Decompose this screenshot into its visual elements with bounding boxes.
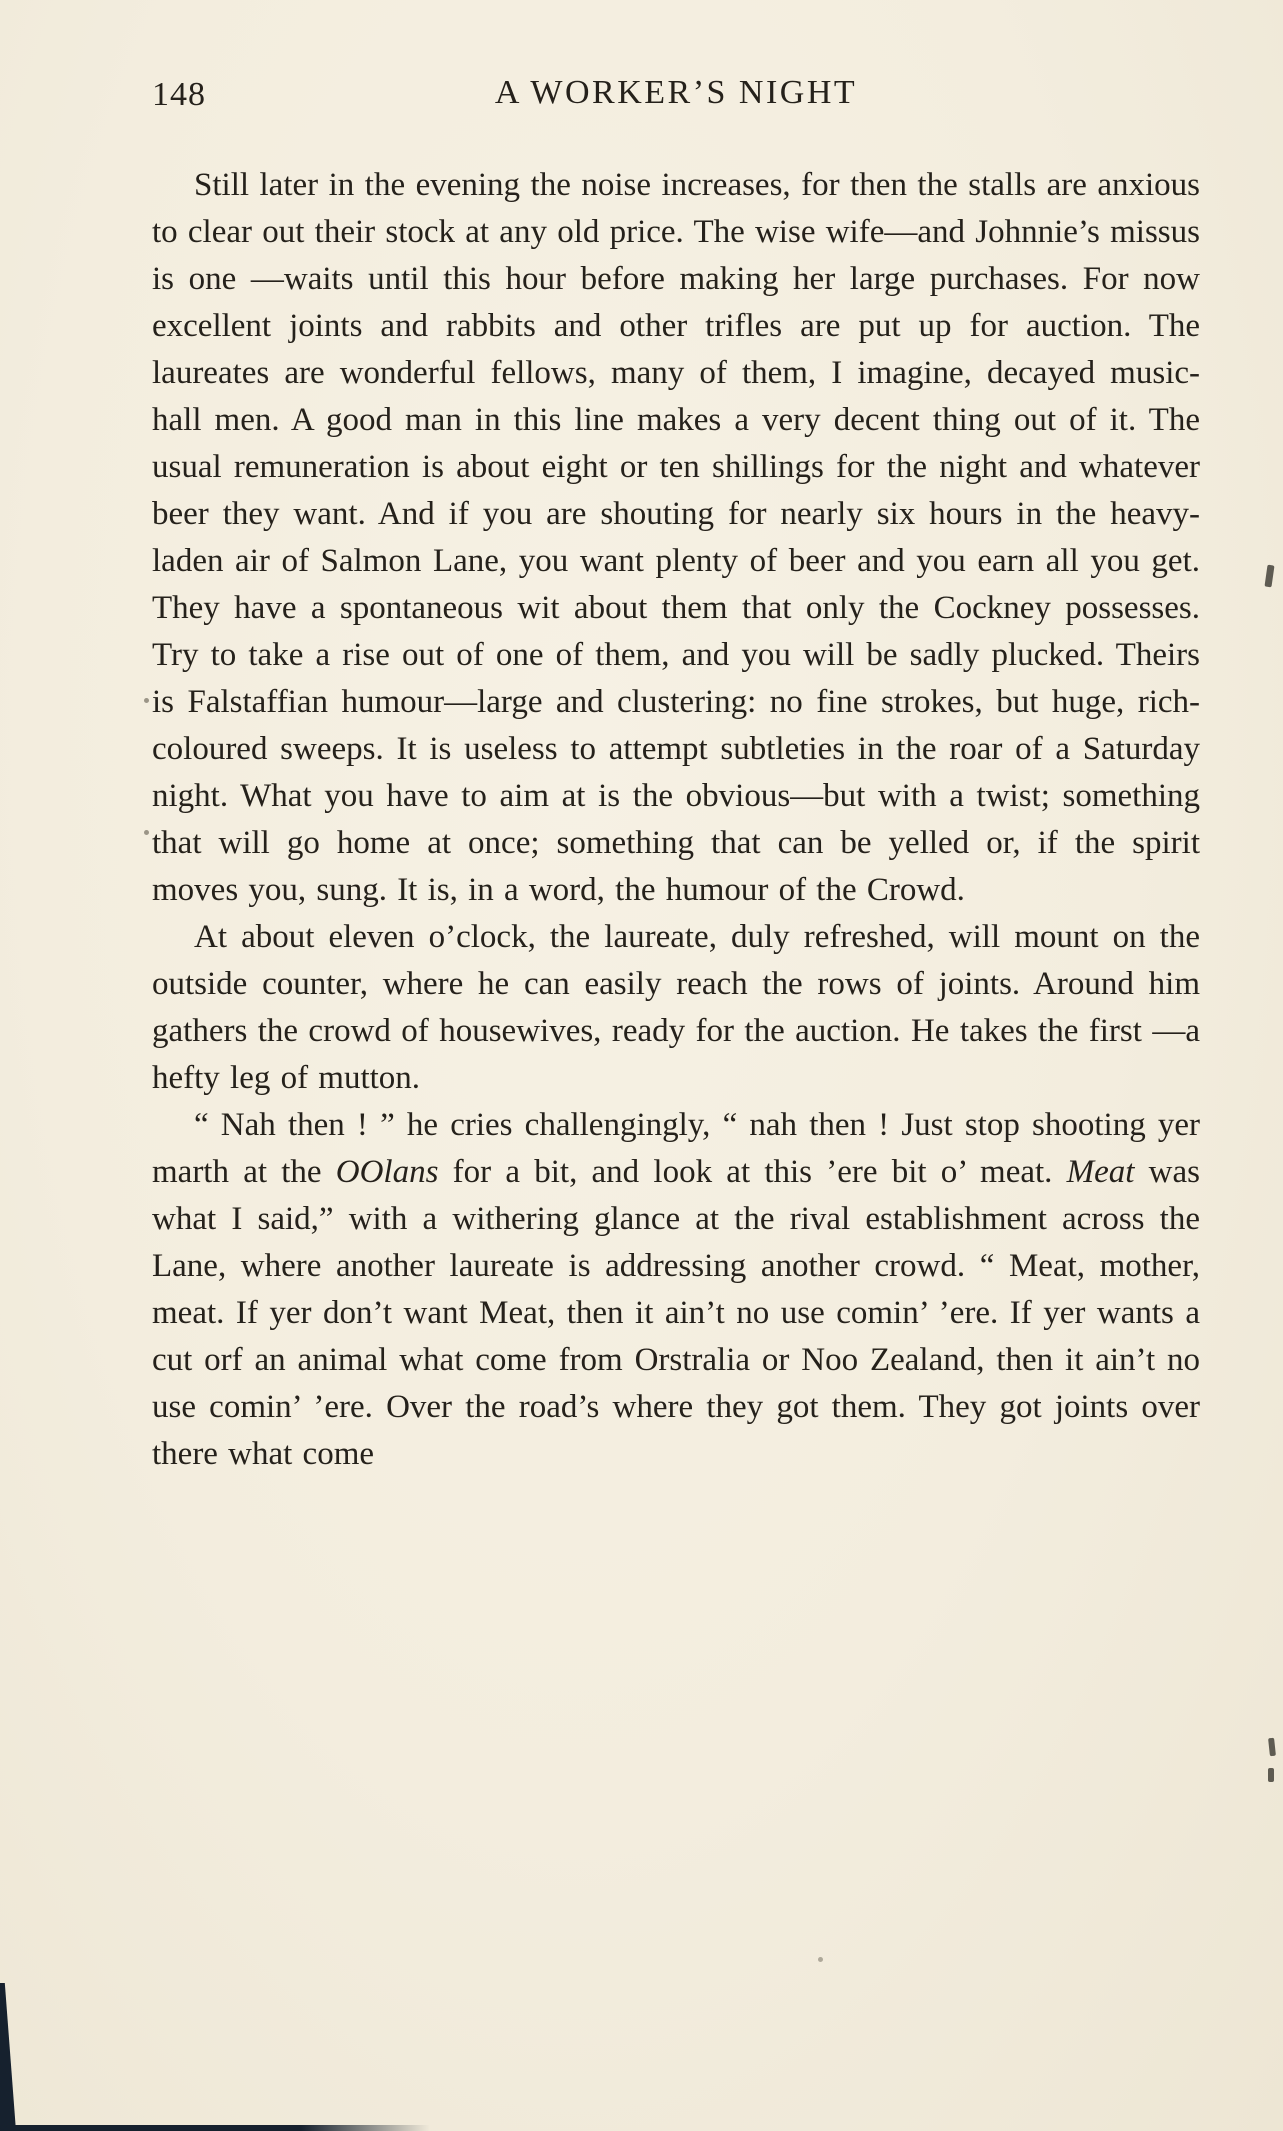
- scan-edge-mark: [1268, 1768, 1274, 1782]
- paragraph-text: for a bit, and look at this ’ere bit o’ meat.: [438, 1154, 1067, 1190]
- scan-edge-mark: [1265, 565, 1275, 588]
- paragraph: [152, 1102, 1200, 1478]
- scan-bottom-ink-mark: [0, 2125, 430, 2131]
- paragraph: At about eleven o’clock, the laureate, duly refreshed, will mount on the outside counter, where he can easily reach the rows of joints. Around him gathers the crowd of housewives, ready for the auction. He takes the first —a hefty leg of mutton.: [152, 919, 1200, 1096]
- paragraph-text: was what I said,” with a withering glance at the rival establishment across the Lane, where another laureate is addressing another crowd. “ Meat, mother, meat. If yer don’t want Meat, then it ain’t no use comin’ ’ere. If yer wants a cut orf an animal what come from Orstralia or Noo Zealand, then it ain’t no use comin’ ’ere. Over the road’s where they got them. They got joints over there what come: [152, 1154, 1200, 1472]
- italic-text: OOlans: [335, 1154, 439, 1190]
- scan-speck: [818, 1957, 823, 1962]
- paragraph-text: “ Nah then ! ” he cries challengingly, “ nah then ! Just stop shooting yer marth at the: [152, 1107, 1200, 1190]
- scan-speck: [144, 698, 149, 703]
- running-title: A WORKER’S NIGHT: [494, 74, 858, 111]
- scan-corner-ink-mark: [0, 1983, 16, 2131]
- page-header: [152, 74, 1200, 120]
- page-number: 148: [152, 76, 206, 113]
- scan-speck: [144, 830, 149, 835]
- page-body: [152, 162, 1200, 1478]
- scan-edge-mark: [1268, 1738, 1276, 1757]
- italic-text: Meat: [1066, 1154, 1135, 1190]
- paragraph: Still later in the evening the noise increases, for then the stalls are anxious to clear out their stock at any old price. The wise wife—and Johnnie’s missus is one —waits until this hour before making her large purchases. For now excellent joints and rabbits and other trifles are put up for auction. The laureates are wonderful fellows, many of them, I imagine, decayed music-hall men. A good man in this line makes a very decent thing out of it. The usual remuneration is about eight or ten shillings for the night and whatever beer they want. And if you are shouting for nearly six hours in the heavy-laden air of Salmon Lane, you want plenty of beer and you earn all you get. They have a spontaneous wit about them that only the Cockney possesses. Try to take a rise out of one of them, and you will be sadly plucked. Theirs is Falstaffian humour—large and clustering: no fine strokes, but huge, rich-coloured sweeps. It is useless to attempt subtleties in the roar of a Saturday night. What you have to aim at is the obvious—but with a twist; something that will go home at once; something that can be yelled or, if the spirit moves you, sung. It is, in a word, the humour of the Crowd.: [152, 167, 1200, 908]
